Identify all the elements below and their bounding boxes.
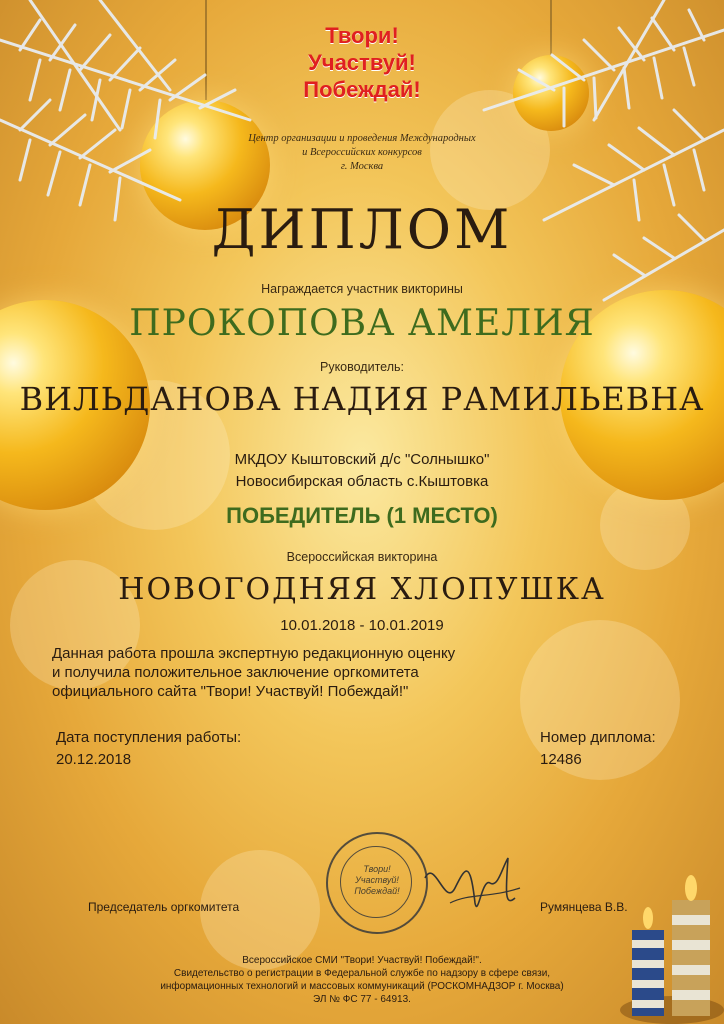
quiz-label: Всероссийская викторина [286, 550, 438, 564]
received-date-label: Дата поступления работы: [56, 729, 242, 746]
organizer-line: Центр организации и проведения Международных [248, 133, 476, 144]
stamp-line: Побеждай! [354, 886, 400, 896]
signature-icon [420, 848, 530, 928]
brand-line: Побеждай! [303, 77, 421, 102]
diploma-title: ДИПЛОМ [211, 198, 513, 261]
official-stamp [326, 832, 428, 934]
institution-name: МКДОУ Кыштовский д/с "Солнышко" [234, 451, 490, 468]
supervisor-label: Руководитель: [319, 360, 404, 374]
stamp-line: Твори! [363, 864, 391, 874]
footer-line: информационных технологий и массовых коммуникаций (РОСКОМНАДЗОР г. Москва) [160, 981, 564, 992]
result-status: ПОБЕДИТЕЛЬ (1 МЕСТО) [226, 503, 498, 528]
institution-location: Новосибирская область с.Кыштовка [235, 473, 489, 490]
received-date-value: 20.12.2018 [56, 751, 132, 768]
supervisor-name: ВИЛЬДАНОВА НАДИЯ РАМИЛЬЕВНА [19, 380, 705, 418]
footer-registration [0, 954, 724, 1006]
stamp-center-text [328, 864, 426, 897]
statement-line: официального сайта "Твори! Участвуй! Побеждай!" [52, 683, 409, 700]
organizer-line: и Всероссийских конкурсов [302, 147, 422, 158]
statement-line: Данная работа прошла экспертную редакционную оценку [52, 645, 456, 662]
footer-line: ЭЛ № ФС 77 - 64913. [313, 994, 411, 1005]
organizer-line: г. Москва [340, 161, 384, 172]
awarded-to-label: Награждается участник викторины [261, 282, 463, 296]
stamp-line: Участвуй! [355, 875, 399, 885]
diploma-number-value: 12486 [540, 751, 582, 768]
quiz-name: НОВОГОДНЯЯ ХЛОПУШКА [118, 572, 606, 607]
diploma-number-label: Номер диплома: [540, 729, 656, 746]
statement-line: и получила положительное заключение оргкомитета [52, 664, 419, 681]
brand-logo [200, 22, 524, 103]
brand-line: Твори! [325, 23, 399, 48]
brand-line: Участвуй! [308, 50, 416, 75]
quiz-dates: 10.01.2018 - 10.01.2019 [280, 617, 444, 634]
chair-label: Председатель оргкомитета [88, 900, 240, 914]
footer-line: Всероссийское СМИ "Твори! Участвуй! Побеждай!". [242, 955, 482, 966]
participant-name: ПРОКОПОВА АМЕЛИЯ [129, 303, 595, 344]
organizer-info [200, 132, 524, 174]
footer-line: Свидетельство о регистрации в Федеральной службе по надзору в сфере связи, [173, 968, 551, 979]
chair-name: Румянцева В.В. [540, 900, 628, 914]
statement-block [52, 644, 532, 701]
